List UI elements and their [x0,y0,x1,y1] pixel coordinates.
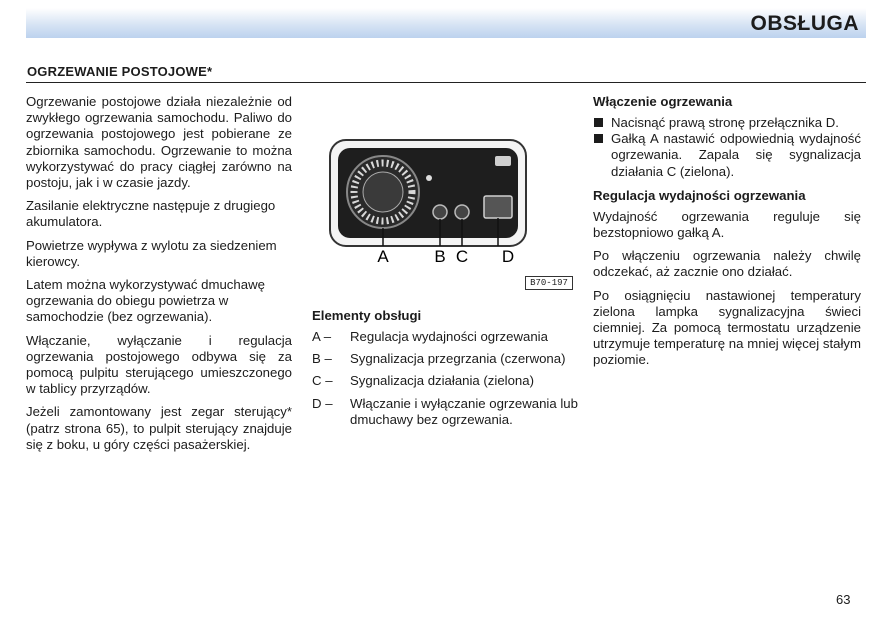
page-number: 63 [836,592,851,607]
bullet-item [593,115,861,131]
list-item [312,329,582,345]
header-band [26,8,866,38]
control-panel-figure [312,96,582,292]
item-text: Sygnalizacja przegrzania (czerwona) [350,351,566,367]
item-text: Regulacja wydajności ogrzewania [350,329,548,344]
heater-icon [495,156,511,166]
item-text: Włączanie i wyłączanie ogrzewania lub dmuchawy bez ogrzewania. [350,395,578,427]
paragraph: Jeżeli zamontowany jest zegar sterujący* (patrz strona 65), to pulpit sterujący znajduje się z boku, u góry części pasażerskiej. [26,404,292,452]
page-header-title: OBSŁUGA [750,12,859,35]
label-a: A [377,247,389,266]
lamp-c [455,205,469,219]
indicator-dot [426,175,432,181]
figure-reference: B70-197 [525,276,573,290]
item-letter: B – [312,351,332,367]
item-letter: A – [312,329,332,344]
section-rule [26,82,866,83]
paragraph: Ogrzewanie postojowe działa niezależnie od zwykłego ogrzewania samochodu. Paliwo do ogrzewania postojowego jest pobierane ze zbiornika samochodu. Ogrzewanie to można wykorzystywać do pracy ciągłej zarówno na postoju, jak i w czasie jazdy. [26,94,292,191]
lamp-b [433,205,447,219]
switch-d [484,196,512,218]
bullet-text: Nacisnąć prawą stronę przełącznika D. [611,115,839,130]
label-c: C [455,247,469,266]
left-column [26,94,292,460]
bullet-square-icon [594,134,603,143]
list-item [312,396,582,428]
item-letter: D – [312,395,333,411]
label-b: B [434,247,446,266]
section-title: OGRZEWANIE POSTOJOWE* [27,64,213,79]
paragraph: Włączanie, wyłączanie i regulacja ogrzewania postojowego odbywa się za pomocą pulpitu sterującego umieszczonego w tablicy przyrządów. [26,332,292,397]
list-item [312,351,582,367]
right-column [593,94,861,376]
bullet-square-icon [594,118,603,127]
heading-switch-on: Włączenie ogrzewania [593,94,733,109]
knob-center [363,172,403,212]
item-letter: C – [312,373,333,389]
bullet-text: Gałką A nastawić odpowiednią wydajność ogrzewania. Zapala się sygnalizacja działania C (zielona). [611,131,861,179]
paragraph: Po włączeniu ogrzewania należy chwilę odczekać, aż zacznie ono działać. [593,248,861,280]
paragraph: Latem można wykorzystywać dmuchawę ogrzewania do obiegu powietrza w samochodzie (bez ogrzewania). [26,277,265,325]
paragraph: Po osiągnięciu nastawionej temperatury zielona lampka sygnalizacyjna świeci ciemniej. Za pomocą termostatu urządzenie utrzymuje temperaturę na mniej więcej stałym poziomie. [593,287,861,368]
elements-heading: Elementy obsługi [312,308,422,323]
item-text: Sygnalizacja działania (zielona) [350,373,534,389]
bullet-item [593,131,861,180]
paragraph: Wydajność ogrzewania reguluje się bezstopniowo gałką A. [593,208,861,241]
heading-regulation: Regulacja wydajności ogrzewania [593,187,806,203]
list-item [312,373,582,389]
paragraph: Zasilanie elektryczne następuje z drugiego akumulatora. [26,198,276,230]
paragraph: Powietrze wypływa z wylotu za siedzeniem kierowcy. [26,237,277,269]
label-d: D [501,247,515,266]
middle-column [312,308,582,434]
